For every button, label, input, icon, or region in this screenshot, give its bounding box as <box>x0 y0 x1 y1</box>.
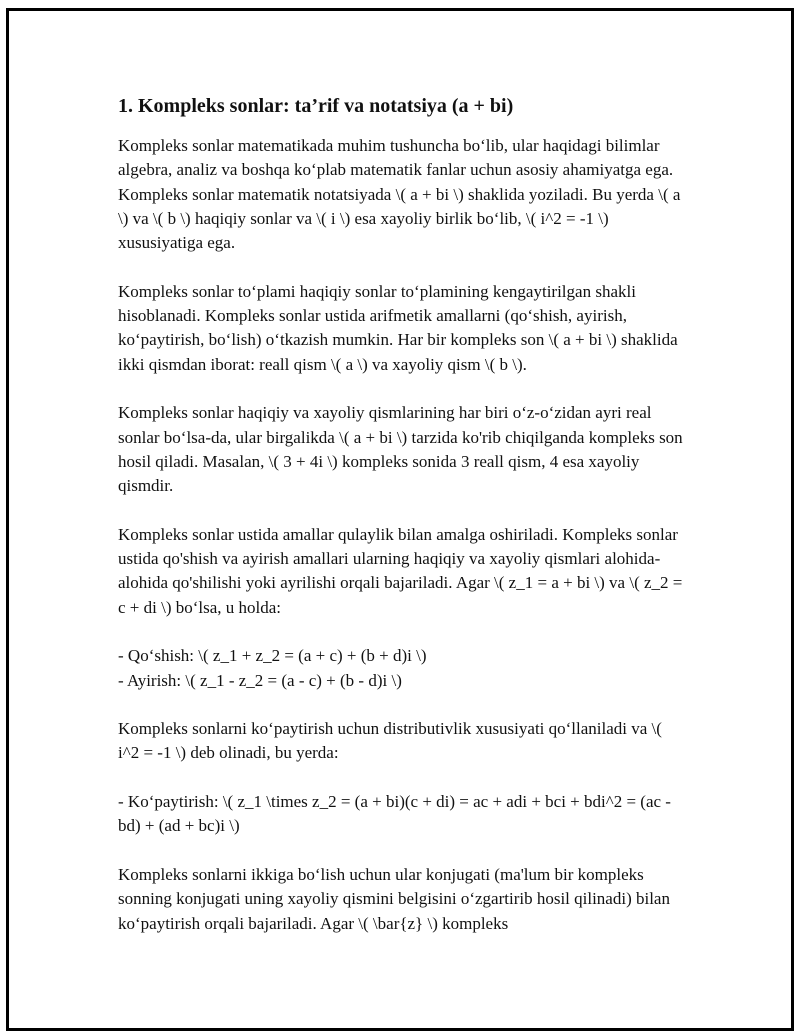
addition-subtraction-list <box>118 644 684 693</box>
multiplication-list <box>118 790 684 839</box>
list-item-subtraction: - Ayirish: \( z_1 - z_2 = (a - c) + (b - d)i \) <box>118 670 402 690</box>
paragraph-division: Kompleks sonlarni ikkiga bo‘lish uchun ular konjugati (ma'lum bir kompleks sonning konjugati uning xayoliy qismini belgisini o‘zgartirib hosil qilinadi) bilan ko‘paytirish orqali bajariladi. Agar \( \bar{z} \) kompleks <box>118 864 670 933</box>
section-heading: 1. Kompleks sonlar: ta’rif va notatsiya (a + bi) <box>118 95 514 117</box>
list-item-multiplication: - Ko‘paytirish: \( z_1 \times z_2 = (a + bi)(c + di) = ac + adi + bci + bdi^2 = (ac - bd) + (ad + bc)i \) <box>118 792 671 836</box>
list-item-addition: - Qo‘shish: \( z_1 + z_2 = (a + c) + (b + d)i \) <box>118 646 427 666</box>
paragraph-definition: Kompleks sonlar matematikada muhim tushuncha bo‘lib, ular haqidagi bilimlar algebra, analiz va boshqa ko‘plab matematik fanlar uchun asosiy ahamiyatga ega. Kompleks sonlar matematik notatsiyada \( a + bi \) shaklida yoziladi. Bu yerda \( a \) va \( b \) haqiqiy sonlar va \( i \) esa xayoliy birlik bo‘lib, \( i^2 = -1 \) xususiyatiga ega. <box>118 136 681 253</box>
paragraph-operations: Kompleks sonlar ustida amallar qulaylik bilan amalga oshiriladi. Kompleks sonlar ustida qo'shish va ayirish amallari ularning haqiqiy va xayoliy qismlari alohida-alohida qo'shilishi yoki ayrilishi orqali bajariladi. Agar \( z_1 = a + bi \) va \( z_2 = c + di \) bo‘lsa, u holda: <box>118 524 683 617</box>
paragraph-set-extension: Kompleks sonlar to‘plami haqiqiy sonlar to‘plamining kengaytirilgan shakli hisoblanadi. Kompleks sonlar ustida arifmetik amallarni (qo‘shish, ayirish, ko‘paytirish, bo‘lish) o‘tkazish mumkin. Har bir kompleks son \( a + bi \) shaklida ikki qismdan iborat: reall qism \( a \) va xayoliy qism \( b \). <box>118 281 678 374</box>
document-body <box>118 92 684 960</box>
paragraph-multiplication: Kompleks sonlarni ko‘paytirish uchun distributivlik xususiyati qo‘llaniladi va \( i^2 = -1 \) deb olinadi, bu yerda: <box>118 719 662 763</box>
paragraph-real-imaginary-parts: Kompleks sonlar haqiqiy va xayoliy qismlarining har biri o‘z-o‘zidan ayri real sonlar bo‘lsa-da, ular birgalikda \( a + bi \) tarzida ko'rib chiqilganda kompleks son hosil qiladi. Masalan, \( 3 + 4i \) kompleks sonida 3 reall qism, 4 esa xayoliy qismdir. <box>118 403 683 496</box>
